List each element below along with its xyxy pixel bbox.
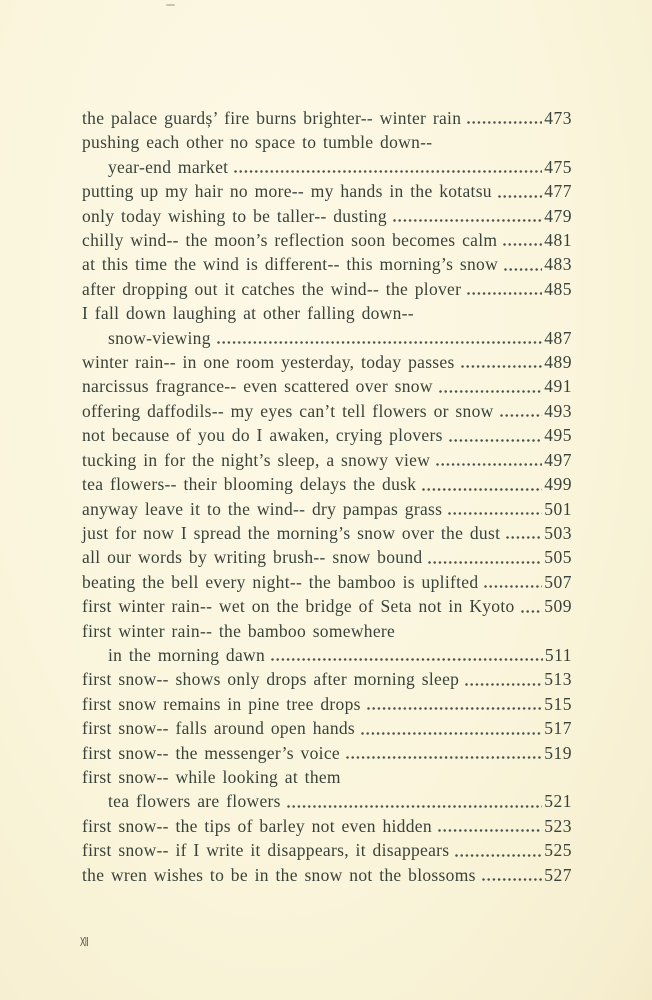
toc-page-number: 505	[544, 547, 572, 568]
toc-page-number: 525	[544, 840, 572, 861]
toc-entry-text: chilly wind-- the moon’s reflection soon becomes calm	[82, 230, 498, 251]
dot-leader	[455, 854, 542, 857]
dot-leader	[500, 414, 543, 417]
toc-entry-line	[82, 838, 572, 862]
toc-page-number: 511	[544, 644, 572, 665]
toc-page-number: 513	[544, 669, 572, 690]
toc-entry-line	[82, 594, 572, 618]
toc-entry-text: first snow-- while looking at them	[82, 766, 341, 787]
toc-entry-line	[82, 179, 572, 203]
toc-entry-line	[82, 814, 572, 838]
toc-entry-text: the wren wishes to be in the snow not the blossoms	[82, 864, 476, 885]
toc-page-number: 517	[544, 718, 572, 739]
toc-entry-line	[82, 374, 572, 398]
dot-leader	[428, 561, 542, 564]
toc-entry-line	[82, 716, 572, 740]
dot-leader	[461, 365, 543, 368]
toc-page-number: 509	[544, 596, 572, 617]
dot-leader	[506, 536, 542, 539]
toc-page-number: 483	[544, 254, 572, 275]
toc-entry-text: first snow-- the tips of barley not even hidden	[82, 815, 432, 836]
toc-entry-line	[82, 667, 572, 691]
dot-leader	[439, 390, 542, 393]
dot-leader	[438, 829, 542, 832]
dot-leader	[449, 439, 543, 442]
dot-leader	[271, 658, 543, 661]
toc-entry-text: tea flowers-- their blooming delays the dusk	[82, 474, 417, 495]
toc-entry-line	[82, 789, 572, 813]
toc-page-number: 493	[544, 400, 572, 421]
toc-entry-line	[82, 448, 572, 472]
toc-entry-line	[82, 741, 572, 765]
dot-leader	[436, 463, 542, 466]
toc-entry-line	[82, 130, 572, 154]
toc-entry-line	[82, 692, 572, 716]
toc-entry-text: all our words by writing brush-- snow bound	[82, 547, 423, 568]
dot-leader	[521, 610, 543, 613]
toc-page-number: 501	[544, 498, 572, 519]
dot-leader	[467, 121, 542, 124]
toc-entry-text: first snow-- if I write it disappears, it disappears	[82, 840, 450, 861]
dot-leader	[217, 341, 542, 344]
toc-entry-line	[82, 545, 572, 569]
toc-entry-line	[82, 155, 572, 179]
dot-leader	[465, 683, 542, 686]
toc-entry-line	[82, 521, 572, 545]
toc-entry-line	[82, 643, 572, 667]
toc-page-number: 475	[544, 156, 572, 177]
toc-page-number: 491	[544, 376, 572, 397]
dot-leader	[498, 195, 542, 198]
dot-leader	[346, 756, 542, 759]
toc-entry-text: first snow-- falls around open hands	[82, 718, 356, 739]
toc-entry-line	[82, 204, 572, 228]
dot-leader	[367, 707, 543, 710]
toc-entry-line	[82, 252, 572, 276]
toc-entry-text: after dropping out it catches the wind-- the plover	[82, 278, 462, 299]
dot-leader	[503, 243, 542, 246]
toc-entry-text: tea flowers are flowers	[108, 791, 281, 812]
toc-page-number: 485	[544, 278, 572, 299]
toc-page-number: 523	[544, 815, 572, 836]
toc-entry-line	[82, 350, 572, 374]
toc-page-number: 481	[544, 230, 572, 251]
folio-page-number: XII	[80, 934, 89, 949]
toc-entry-line	[82, 765, 572, 789]
toc-entry-text: offering daffodils-- my eyes can’t tell flowers or snow	[82, 400, 494, 421]
toc-page-number: 489	[544, 352, 572, 373]
toc-entry-text: only today wishing to be taller-- dusting	[82, 205, 387, 226]
toc-page-number: 495	[544, 425, 572, 446]
toc-entry-text: at this time the wind is different-- this morning’s snow	[82, 254, 499, 275]
toc-entry-line	[82, 326, 572, 350]
toc-entry-text: first winter rain-- the bamboo somewhere	[82, 620, 396, 641]
toc-entry-text: snow-viewing	[108, 327, 211, 348]
toc-entry-text: tucking in for the night’s sleep, a snowy view	[82, 449, 431, 470]
dot-leader	[467, 292, 542, 295]
toc-entry-text: just for now I spread the morning’s snow over the dust	[82, 522, 501, 543]
dot-leader	[482, 878, 543, 881]
toc-entry-line	[82, 497, 572, 521]
toc-entry-text: pushing each other no space to tumble down--	[82, 132, 433, 153]
dot-leader	[393, 219, 542, 222]
toc-entry-text: winter rain-- in one room yesterday, today passes	[82, 352, 455, 373]
toc-entry-text: first snow-- the messenger’s voice	[82, 742, 340, 763]
toc-entry-text: anyway leave it to the wind-- dry pampas grass	[82, 498, 443, 519]
toc-entry-text: beating the bell every night-- the bamboo is uplifted	[82, 571, 479, 592]
toc-page-number: 487	[544, 327, 572, 348]
toc-entry-text: narcissus fragrance-- even scattered over snow	[82, 376, 433, 397]
dot-leader	[361, 732, 542, 735]
toc-entry-text: first winter rain-- wet on the bridge of Seta not in Kyoto	[82, 596, 515, 617]
toc-page-number: 521	[544, 791, 572, 812]
toc-entry-text: first snow-- shows only drops after morning sleep	[82, 669, 460, 690]
dot-leader	[287, 805, 543, 808]
dot-leader	[422, 488, 542, 491]
toc-page-number: 499	[544, 474, 572, 495]
toc-entry-text: first snow remains in pine tree drops	[82, 693, 361, 714]
toc-page-number: 479	[544, 205, 572, 226]
toc-entry-text: not because of you do I awaken, crying plovers	[82, 425, 443, 446]
toc-page-number: 515	[544, 693, 572, 714]
toc-page-number: 473	[544, 108, 572, 128]
toc-entry-line	[82, 399, 572, 423]
toc-entry-line	[82, 570, 572, 594]
toc-entry-text: putting up my hair no more-- my hands in the kotatsu	[82, 181, 492, 202]
toc-page-number: 503	[544, 522, 572, 543]
toc-entry-line	[82, 472, 572, 496]
toc-entry-line	[82, 228, 572, 252]
toc-entry-line	[82, 106, 572, 130]
dot-leader	[484, 585, 542, 588]
dot-leader	[448, 512, 542, 515]
toc-entry-line	[82, 863, 572, 887]
toc-entry-line	[82, 619, 572, 643]
toc-entry-line	[82, 301, 572, 325]
toc-entry-line	[82, 423, 572, 447]
toc-page-number: 519	[544, 742, 572, 763]
toc-entry-text: the palace guardș’ fire burns brighter-- winter rain	[82, 108, 462, 128]
toc-entry-line	[82, 277, 572, 301]
toc-entry-text: I fall down laughing at other falling down--	[82, 303, 414, 324]
dot-leader	[504, 268, 542, 271]
toc-page-number: 527	[544, 864, 572, 885]
toc-page-number: 477	[544, 181, 572, 202]
toc-list	[82, 106, 572, 887]
toc-entry-text: year-end market	[108, 156, 229, 177]
toc-page-number: 507	[544, 571, 572, 592]
scan-speck	[166, 4, 175, 6]
dot-leader	[234, 170, 542, 173]
toc-entry-text: in the morning dawn	[108, 644, 266, 665]
toc-page-number: 497	[544, 449, 572, 470]
